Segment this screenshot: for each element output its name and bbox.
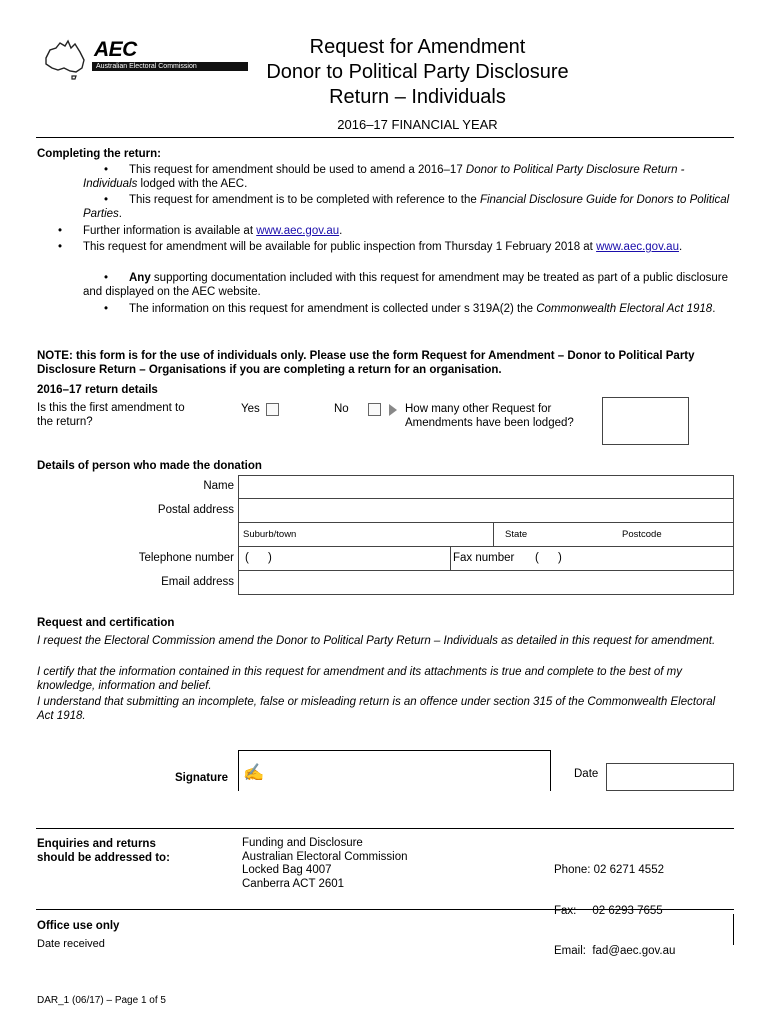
aec-website-link-2[interactable]: www.aec.gov.au bbox=[596, 241, 679, 253]
bullet-5: • Any supporting documentation included with this request for amendment may be treated as part of a public disclosure and displayed on the AEC website. bbox=[83, 272, 728, 298]
fax-label: Fax number bbox=[453, 552, 515, 564]
enquiries-address: Funding and Disclosure Australian Electoral Commission Locked Bag 4007 Canberra ACT 2601 bbox=[242, 837, 408, 890]
office-use-box-edge bbox=[733, 914, 734, 945]
signature-field[interactable] bbox=[238, 750, 551, 791]
bullet-3: • Further information is available at www.aec.gov.au. bbox=[57, 225, 343, 237]
title-line-1: Request for Amendment bbox=[309, 36, 526, 58]
date-received-label: Date received bbox=[37, 938, 105, 947]
financial-year: 2016–17 FINANCIAL YEAR bbox=[337, 117, 498, 132]
certification-heading: Request and certification bbox=[37, 617, 175, 629]
cert-paragraph-2: I certify that the information contained in this request for amendment and its attachments is true and complete to the best of my knowledge, information and belief. bbox=[37, 666, 682, 692]
no-label: No bbox=[334, 403, 349, 415]
header-divider bbox=[36, 137, 734, 138]
page-footer: DAR_1 (06/17) – Page 1 of 5 bbox=[37, 995, 166, 1006]
yes-label: Yes bbox=[241, 403, 260, 415]
office-use-heading: Office use only bbox=[37, 920, 120, 932]
no-checkbox[interactable] bbox=[368, 403, 381, 416]
cert-paragraph-1: I request the Electoral Commission amend the Donor to Political Party Return – Individuals as detailed in this request for amendment. bbox=[37, 635, 716, 647]
note-text: NOTE: this form is for the use of individuals only. Please use the form Request for Amendment – Donor to Political Party Disclosure Return – Organisations if you are completing a return for an organisation. bbox=[37, 350, 695, 376]
page-title bbox=[200, 35, 635, 110]
telephone-field[interactable]: ( ) bbox=[238, 547, 451, 571]
yes-checkbox[interactable] bbox=[266, 403, 279, 416]
return-details-heading: 2016–17 return details bbox=[37, 384, 158, 396]
fax-field[interactable]: Fax number ( ) bbox=[451, 547, 734, 571]
suburb-field[interactable] bbox=[238, 523, 494, 547]
postal-address-field[interactable] bbox=[238, 499, 734, 523]
name-label: Name bbox=[203, 480, 234, 492]
enquiries-contacts bbox=[554, 837, 675, 972]
logo-text: AEC bbox=[94, 38, 137, 61]
postal-address-label: Postal address bbox=[157, 504, 234, 516]
title-line-2: Donor to Political Party Disclosure bbox=[266, 61, 569, 83]
email-label: Email address bbox=[161, 576, 234, 588]
cert-paragraph-3: I understand that submitting an incomplete, false or misleading return is an offence under section 315 of the Commonwealth Electoral Act 1918. bbox=[37, 696, 716, 722]
arrow-right-icon bbox=[389, 404, 397, 416]
name-field[interactable] bbox=[238, 475, 734, 499]
logo-subtitle: Australian Electoral Commission bbox=[92, 62, 248, 71]
state-label: State bbox=[505, 529, 528, 540]
suburb-label: Suburb/town bbox=[243, 529, 297, 540]
signature-label: Signature bbox=[175, 772, 229, 784]
enquiries-phone: Phone: 02 6271 4552 bbox=[554, 864, 664, 876]
bullet-2: • This request for amendment is to be completed with reference to the Financial Disclosure Guide for Donors to Political Parties. bbox=[83, 194, 730, 220]
australia-map-icon bbox=[40, 38, 90, 80]
date-field[interactable] bbox=[606, 763, 734, 791]
postcode-label: Postcode bbox=[622, 529, 662, 540]
person-heading: Details of person who made the donation bbox=[37, 460, 262, 472]
amendments-count-field[interactable] bbox=[602, 397, 689, 445]
how-many-question: How many other Request for Amendments have been lodged? bbox=[405, 403, 574, 429]
enquiries-fax: Fax: 02 6293 7655 bbox=[554, 904, 663, 917]
office-divider bbox=[36, 909, 734, 910]
completing-heading: Completing the return: bbox=[37, 148, 161, 160]
first-amendment-question: Is this the first amendment to the return? bbox=[37, 402, 185, 428]
enquiries-divider bbox=[36, 828, 734, 829]
title-line-3: Return – Individuals bbox=[329, 86, 506, 108]
date-label: Date bbox=[574, 768, 599, 780]
bullet-4: • This request for amendment will be available for public inspection from Thursday 1 February 2018 at www.aec.gov.au. bbox=[57, 241, 683, 253]
aec-logo bbox=[40, 38, 215, 80]
bullet-6: • The information on this request for amendment is collected under s 319A(2) the Commonwealth Electoral Act 1918. bbox=[103, 303, 716, 315]
bullet-1: • This request for amendment should be used to amend a 2016–17 Donor to Political Party Disclosure Return - Individuals lodged with the AEC. bbox=[83, 164, 685, 190]
enquiries-email: Email: fad@aec.gov.au bbox=[554, 945, 676, 957]
email-field[interactable] bbox=[238, 571, 734, 595]
telephone-label: Telephone number bbox=[138, 552, 234, 564]
signature-icon: ✍ bbox=[243, 763, 265, 782]
aec-website-link[interactable]: www.aec.gov.au bbox=[256, 225, 340, 237]
state-postcode-field[interactable] bbox=[494, 523, 734, 547]
enquiries-label: Enquiries and returns should be addressed to: bbox=[37, 838, 170, 864]
